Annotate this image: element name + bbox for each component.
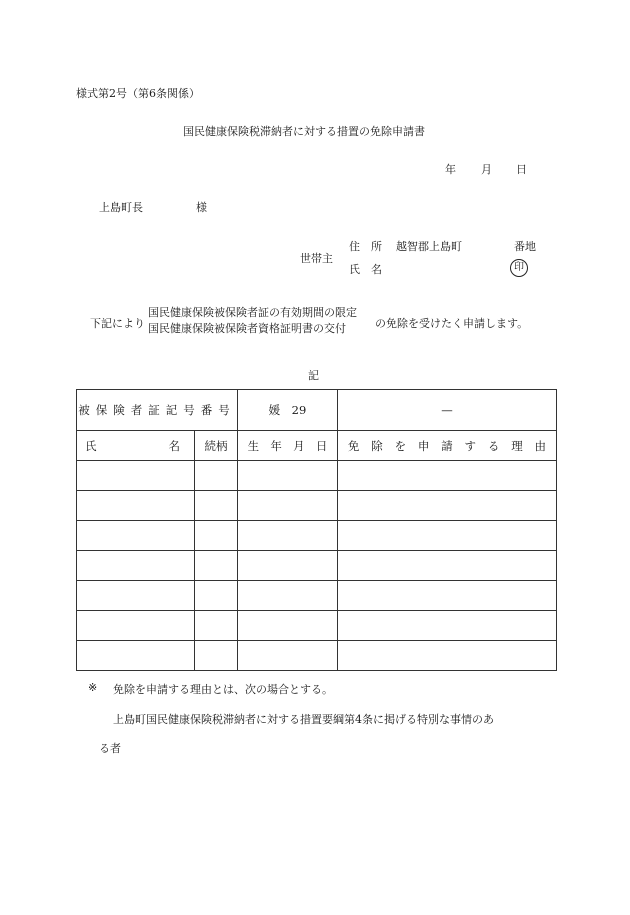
reason-cell[interactable] — [338, 641, 557, 671]
birthdate-cell[interactable] — [238, 491, 338, 521]
householder-label: 世帯主 — [300, 252, 333, 265]
note-detail-line1: 上島町国民健康保険税滞納者に対する措置要綱第4条に掲げる特別な事情のあ — [113, 713, 494, 726]
relation-cell[interactable] — [195, 641, 238, 671]
insurance-number-label: 被保険者証記号番号 — [77, 390, 238, 431]
ki-heading: 記 — [308, 369, 319, 382]
table-row — [77, 641, 557, 671]
relation-cell[interactable] — [195, 461, 238, 491]
header-name: 氏 名 — [77, 431, 195, 461]
request-prefix: 下記により — [90, 317, 145, 330]
birthdate-cell[interactable] — [238, 521, 338, 551]
table-row — [77, 581, 557, 611]
relation-cell[interactable] — [195, 551, 238, 581]
request-option-1: 国民健康保険被保険者証の有効期間の限定 — [148, 306, 357, 319]
relation-cell[interactable] — [195, 491, 238, 521]
addressee-name: 上島町長 — [99, 201, 143, 214]
note-detail-line2: る者 — [99, 742, 121, 755]
date-month: 月 — [481, 163, 492, 176]
reason-cell[interactable] — [338, 611, 557, 641]
table-row — [77, 551, 557, 581]
note-text: 免除を申請する理由とは、次の場合とする。 — [113, 683, 333, 696]
table-row — [77, 461, 557, 491]
birthdate-cell[interactable] — [238, 641, 338, 671]
header-birthdate: 生 年 月 日 — [238, 431, 338, 461]
header-reason: 免 除 を 申 請 す る 理 由 — [338, 431, 557, 461]
name-cell[interactable] — [77, 461, 195, 491]
insurance-number-code: 媛 29 — [238, 390, 338, 431]
date-day: 日 — [516, 163, 527, 176]
insured-table — [76, 389, 557, 671]
request-suffix: の免除を受けたく申請します。 — [375, 317, 529, 330]
birthdate-cell[interactable] — [238, 551, 338, 581]
note-mark: ※ — [88, 681, 98, 694]
reason-cell[interactable] — [338, 521, 557, 551]
birthdate-cell[interactable] — [238, 581, 338, 611]
name-cell[interactable] — [77, 581, 195, 611]
address-suffix: 番地 — [514, 240, 536, 253]
reason-cell[interactable] — [338, 581, 557, 611]
name-cell[interactable] — [77, 641, 195, 671]
birthdate-cell[interactable] — [238, 611, 338, 641]
seal-mark: 印 — [510, 259, 528, 277]
table-row — [77, 521, 557, 551]
address-label: 住 所 — [349, 240, 382, 253]
addressee-honorific: 様 — [196, 201, 207, 214]
date-year: 年 — [445, 163, 456, 176]
name-cell[interactable] — [77, 611, 195, 641]
relation-cell[interactable] — [195, 581, 238, 611]
relation-cell[interactable] — [195, 611, 238, 641]
name-cell[interactable] — [77, 521, 195, 551]
reason-cell[interactable] — [338, 551, 557, 581]
form-number: 様式第2号（第6条関係） — [76, 87, 200, 100]
birthdate-cell[interactable] — [238, 461, 338, 491]
insurance-number-dash: — — [338, 390, 557, 431]
name-cell[interactable] — [77, 551, 195, 581]
request-option-2: 国民健康保険被保険者資格証明書の交付 — [148, 322, 346, 335]
address-value: 越智郡上島町 — [396, 240, 462, 253]
table-row — [77, 611, 557, 641]
table-row — [77, 491, 557, 521]
reason-cell[interactable] — [338, 491, 557, 521]
name-label: 氏 名 — [349, 263, 382, 276]
page-title: 国民健康保険税滞納者に対する措置の免除申請書 — [183, 125, 425, 138]
header-relation: 続柄 — [195, 431, 238, 461]
relation-cell[interactable] — [195, 521, 238, 551]
name-cell[interactable] — [77, 491, 195, 521]
reason-cell[interactable] — [338, 461, 557, 491]
